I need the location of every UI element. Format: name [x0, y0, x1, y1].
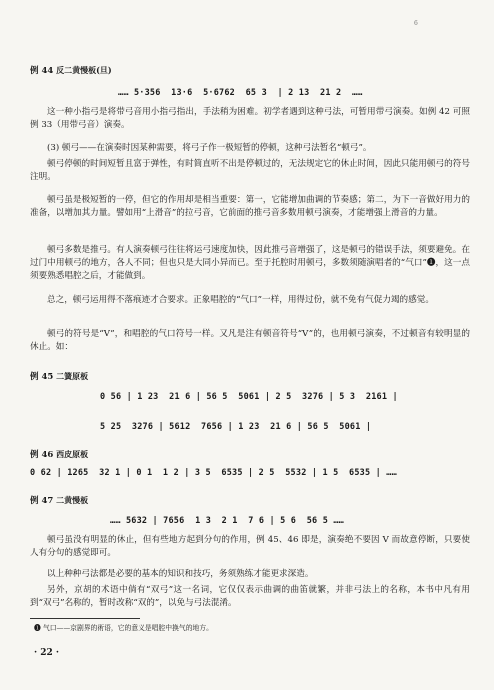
- example-45-notation-line2: 5 25 3276 | 5612 7656 | 1 23 21 6 | 56 5 5061 |: [100, 422, 372, 432]
- example-46-label: [30, 448, 88, 460]
- example-45-label: [30, 370, 88, 382]
- paragraph-4: 顿弓虽是极短暂的一停，但它的作用却是相当重要：第一，它能增加曲调的节奏感；第二，为下一音做好用力的准备，以增加其力量。譬如用“上滑音”的拉弓音，它前面的推弓音多数用顿弓演奏，才能增强上滑音的力量。: [30, 195, 470, 219]
- example-44-notation: …… 5·356 13·6 5·6762 65 3 | 2 13 21 2 ……: [118, 88, 363, 98]
- paragraph-7: 顿弓的符号是“V”，和唱腔的气口符号一样。又凡是注有顿音符号“V”的，也用顿弓演奏，不过顿音有较明显的休止。如：: [30, 329, 470, 353]
- footnote: ❶ 气口——京剧界的術语，它的意义是唱腔中换气的地方。: [34, 624, 213, 632]
- example-44-number: 例 44: [30, 66, 54, 76]
- example-44-label: [30, 64, 112, 76]
- example-46-number: 例 46: [30, 450, 54, 460]
- example-45-number: 例 45: [30, 372, 54, 382]
- page-number: · 22 ·: [34, 648, 60, 658]
- example-46-title: 西皮原板: [56, 449, 89, 459]
- example-47-label: [30, 494, 88, 506]
- paragraph-3: 顿弓停顿的时间短暂且富于弹性，有时简直听不出是停顿过的，无法规定它的休止时间，因此只能用顿弓的符号注明。: [30, 159, 470, 183]
- example-47-title: 二黄慢板: [56, 495, 89, 505]
- example-46-notation: 0 62 | 1265 32 1 | 0 1 1 2 | 3 5 6535 | 2 5 5532 | 1 5 6535 | ……: [30, 468, 397, 478]
- example-47-number: 例 47: [30, 496, 54, 506]
- paragraph-9: 以上种种弓法都是必要的基本的知识和技巧，务须熟练才能更求深造。: [47, 569, 314, 579]
- paragraph-6: 总之，顿弓运用得不落痕迹才合要求。正象唱腔的“气口”一样，用得过份，就不免有气促力竭的感觉。: [47, 295, 434, 305]
- example-47-notation: …… 5632 | 7656 1 3 2 1 7 6 | 5 6 56 5 ……: [110, 516, 344, 526]
- paragraph-8: 顿弓虽没有明显的休止，但有些地方起到分句的作用，例 45、46 即是，演奏绝不要因 V 而故意停断，只要使人有分句的感觉即可。: [30, 535, 470, 559]
- corner-mark: 6: [414, 20, 418, 27]
- example-44-title: 反二黄慢板(旦): [56, 65, 112, 75]
- paragraph-1: 这一种小指弓是将带弓音用小指弓指出，手法稍为困难。初学者遇到这种弓法，可暂用带弓演奏。如例 42 可照例 33（用带弓音）演奏。: [30, 107, 470, 131]
- paragraph-10: 另外，京胡的术语中倘有“双弓”这一名词，它仅仅表示曲调的曲笛就繁，并非弓法上的名称，本书中凡有用到“双弓”名称的，暂时改称“双的”，以免与弓法混淆。: [30, 585, 470, 609]
- example-45-notation-line1: 0 56 | 1 23 21 6 | 56 5 5061 | 2 5 3276 | 5 3 2161 |: [100, 392, 398, 402]
- footnote-divider: [30, 618, 140, 619]
- paragraph-5: 顿弓多数是推弓。有人演奏顿弓往往将运弓速度加快，因此推弓音增强了，这是顿弓的错误手法，须要避免。在过门中用顿弓的地方，各人不同；但也只是大同小异而已。至于托腔时用顿弓，多数须随演唱者的“气口”❶，这一点须要熟悉唱腔之后，才能做到。: [30, 245, 470, 282]
- example-45-title: 二簧原板: [56, 371, 89, 381]
- paragraph-2: (3) 顿弓——在演奏时因某种需要，将弓子作一极短暂的停顿，这种弓法暂名“顿弓”。: [47, 143, 372, 153]
